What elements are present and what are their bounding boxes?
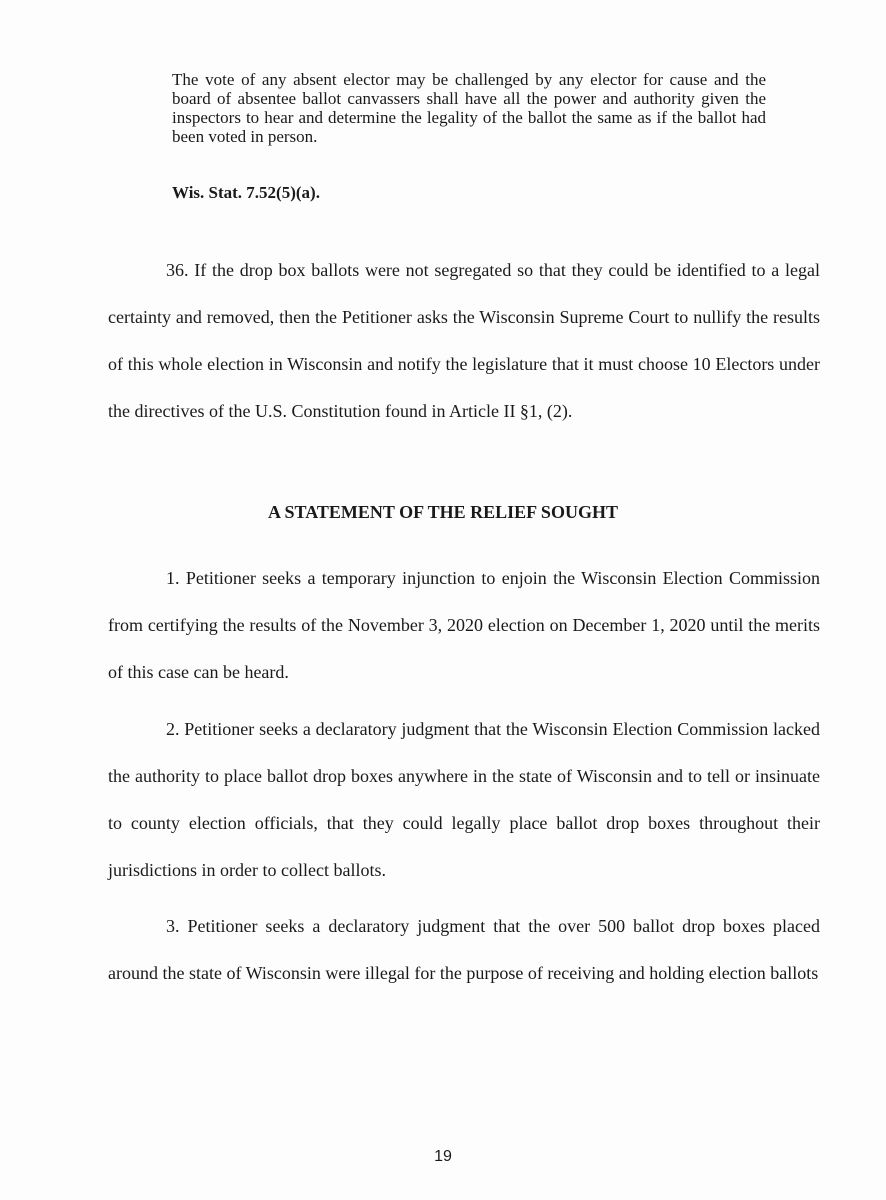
relief-item-3 — [108, 903, 820, 997]
block-quote: The vote of any absent elector may be challenged by any elector for cause and the board of absentee ballot canvassers shall have all the power and authority given the inspectors to hear and determine the legality of the ballot the same as if the ballot had been voted in person. — [172, 70, 766, 146]
paragraph-36 — [108, 247, 820, 435]
statute-citation: Wis. Stat. 7.52(5)(a). — [172, 183, 320, 202]
relief-item-1-text: 1. Petitioner seeks a temporary injunction to enjoin the Wisconsin Election Commission from certifying the results of the November 3, 2020 election on December 1, 2020 until the merits of this case can be heard. — [108, 568, 820, 682]
paragraph-36-text: 36. If the drop box ballots were not segregated so that they could be identified to a legal certainty and removed, then the Petitioner asks the Wisconsin Supreme Court to nullify the results of this whole election in Wisconsin and notify the legislature that it must choose 10 Electors under the directives of the U.S. Constitution found in Article II §1, (2). — [108, 260, 820, 421]
page-number: 19 — [434, 1148, 452, 1165]
relief-item-2 — [108, 706, 820, 894]
relief-item-3-text: 3. Petitioner seeks a declaratory judgment that the over 500 ballot drop boxes placed around the state of Wisconsin were illegal for the purpose of receiving and holding election ballots — [108, 916, 820, 983]
relief-item-2-text: 2. Petitioner seeks a declaratory judgment that the Wisconsin Election Commission lacked the authority to place ballot drop boxes anywhere in the state of Wisconsin and to tell or insinuate to county election officials, that they could legally place ballot drop boxes throughout their jurisdictions in order to collect ballots. — [108, 719, 820, 880]
relief-item-1 — [108, 555, 820, 696]
section-heading: A STATEMENT OF THE RELIEF SOUGHT — [268, 502, 618, 522]
